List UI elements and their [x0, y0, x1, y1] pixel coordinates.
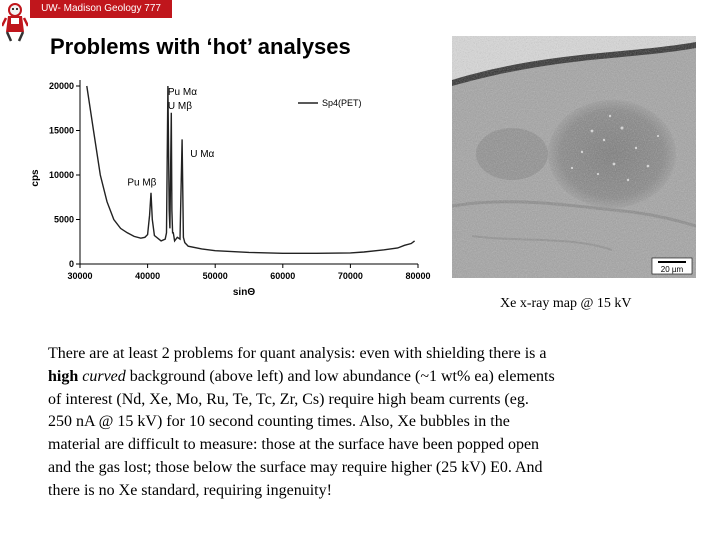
image-caption: Xe x-ray map @ 15 kV: [500, 296, 632, 311]
series-line: [87, 86, 415, 253]
body-line-rest: background (above left) and low abundance (~1 wt% ea) elements: [125, 367, 555, 385]
body-text: [48, 343, 708, 503]
x-axis-label: sinΘ: [232, 287, 256, 298]
scale-bar-label: 20 µm: [660, 265, 684, 274]
body-line: 250 nA @ 15 kV) for 10 second counting times. Also, Xe bubbles in the: [48, 413, 510, 431]
peak-annotation: Pu Mα: [167, 86, 198, 98]
peak-annotation: U Mα: [190, 149, 215, 161]
x-tick-label: 80000: [405, 271, 431, 281]
body-line: there is no Xe standard, requiring ingenuity!: [48, 481, 332, 499]
xe-xray-map-image: [452, 36, 696, 278]
body-line: of interest (Nd, Xe, Mo, Ru, Te, Tc, Zr, Cs) require high beam currents (eg.: [48, 390, 529, 408]
y-tick-label: 5000: [53, 214, 74, 225]
chart-legend: [298, 98, 362, 108]
y-tick-label: 10000: [48, 170, 74, 180]
emphasis-curved: curved: [82, 367, 126, 385]
peak-annotation: U Mβ: [167, 101, 192, 113]
slide-title: Problems with ‘hot’ analyses: [50, 34, 351, 59]
x-tick-label: 40000: [135, 271, 161, 281]
badger-mascot-logo: [2, 2, 28, 42]
course-badge: UW- Madison Geology 777: [30, 0, 172, 18]
body-line: [48, 366, 708, 389]
x-tick-label: 60000: [270, 271, 296, 281]
peak-annotation: Pu Mβ: [127, 177, 157, 189]
y-axis-label: cps: [30, 169, 41, 187]
body-line: and the gas lost; those below the surface may require higher (25 kV) E0. And: [48, 458, 543, 476]
body-line: material are difficult to measure: those at the surface have been popped open: [48, 436, 540, 454]
body-line: There are at least 2 problems for quant analysis: even with shielding there is a: [48, 345, 547, 362]
x-tick-label: 50000: [202, 271, 228, 281]
y-tick-label: 0: [68, 259, 74, 269]
scale-bar: [652, 258, 692, 274]
x-tick-label: 70000: [337, 271, 363, 281]
spectrum-chart: [22, 70, 440, 298]
emphasis-high: high: [48, 367, 79, 385]
x-tick-label: 30000: [67, 271, 93, 281]
y-tick-label: 20000: [48, 81, 74, 91]
legend-label: Sp4(PET): [322, 98, 362, 108]
y-tick-label: 15000: [48, 125, 74, 136]
